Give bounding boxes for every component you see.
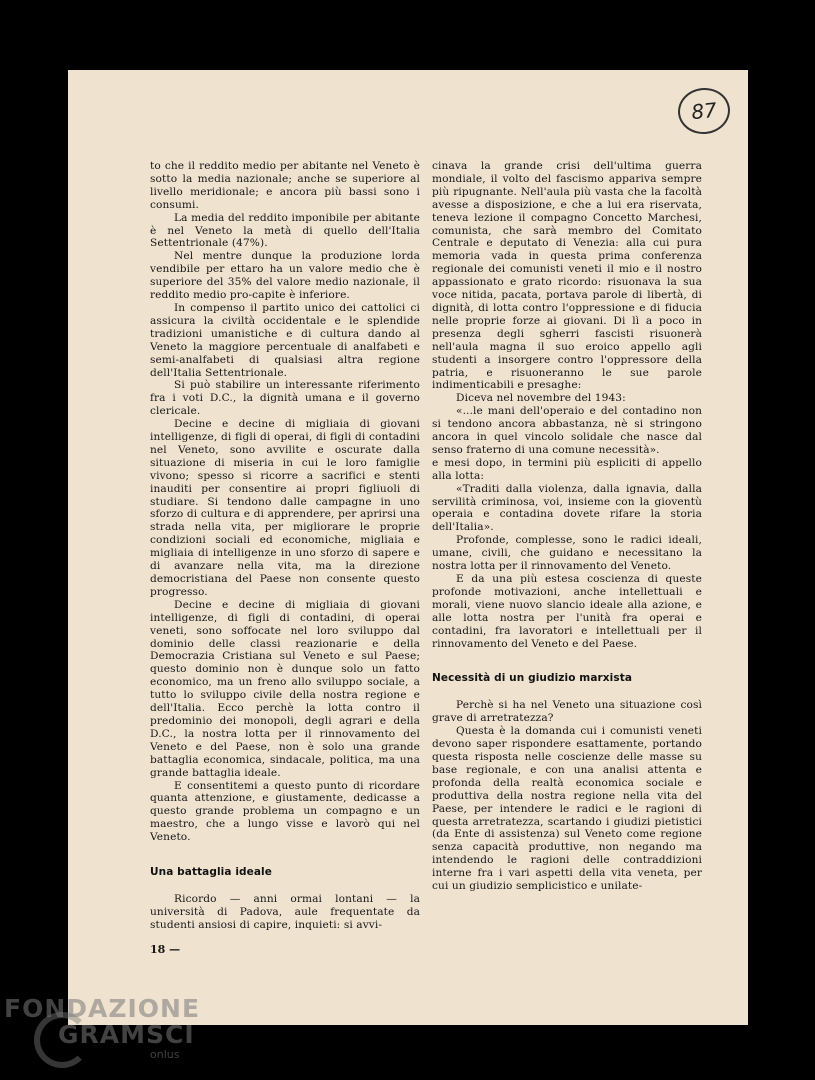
quote: «...le mani dell'operaio e del contadino non si tendono ancora abbastanza, nè si stringono ancora in quel vincolo solidale che nasce dal senso fraterno di una comune necessità». [432, 405, 702, 456]
paragraph: Decine e decine di migliaia di giovani intelligenze, di figli di operai, di figli di contadini nel Veneto, sono avvilite e oscurate dalla situazione di miseria in cui le loro famiglie vivono; spesso si ricorre a sacrifici e stenti inauditi per consentire ai propri figliuoli di studiare. Si tendono dalle campagne in uno sforzo di cultura e di apprendere, per aprirsi una strada nella vita, per migliorare le proprie condizioni sociali ed economiche, migliaia e migliaia di intelligenze in uno sforzo di sapere e di avanzare nella vita, ma la direzione democristiana del Paese non consente questo progresso. [150, 418, 420, 598]
watermark-line3: onlus [150, 1048, 180, 1061]
paragraph: In compenso il partito unico dei cattolici ci assicura la civiltà occidentale e le splendide tradizioni umanistiche e di cultura dando al Veneto la maggiore percentuale di analfabeti e semi-analfabeti di qualsiasi altra regione dell'Italia Settentrionale. [150, 301, 420, 379]
section-heading: Una battaglia ideale [150, 866, 272, 879]
paragraph: La media del reddito imponibile per abitante è nel Veneto la metà di quello dell'Italia Settentrionale (47%). [150, 211, 420, 250]
right-column [432, 160, 702, 893]
paragraph: E da una più estesa coscienza di queste profonde motivazioni, anche intellettuali e morali, viene nuovo slancio ideale alla azione, e alle lotta nostra per l'unità fra operai e contadini, fra lavoratori e intellettuali per il rinnovamento del Veneto e del Paese. [432, 573, 702, 650]
page-folio: 18 — [150, 943, 181, 956]
paragraph: to che il reddito medio per abitante nel Veneto è sotto la media nazionale; anche se superiore al livello meridionale; e ancora più bassi sono i consumi. [150, 160, 420, 211]
paragraph: cinava la grande crisi dell'ultima guerra mondiale, il volto del fascismo appariva sempre più ripugnante. Nell'aula più vasta che la facoltà avesse a disposizione, e che a lui era riservata, teneva lezione il compagno Concetto Marchesi, comunista, che sarà membro del Comitato Centrale e deputato di Venezia: alla cui pura memoria vada in questa prima conferenza regionale dei comunisti veneti il mio e il nostro appassionato e grato ricordo: risuonava la sua voce nitida, pacata, portava parole di libertà, di dignità, di lotta contro l'oppressione e di fiducia nelle proprie forze ai giovani. Di lì a poco in presenza degli sgherri fascisti risuonerà nell'aula magna il suo eroico appello agli studenti a insorgere contro l'oppressore della patria, e risuoneranno le sue parole indimenticabili e presaghe: [432, 160, 702, 392]
paragraph: E consentitemi a questo punto di ricordare quanta attenzione, e giustamente, dedicasse a questo grande problema un compagno e un maestro, che a lungo visse e lavorò qui nel Veneto. [150, 779, 420, 844]
paragraph: e mesi dopo, in termini più espliciti di appello alla lotta: [432, 456, 702, 482]
handwritten-page-number: 87 [676, 85, 733, 136]
left-column [150, 160, 420, 932]
paragraph: Questa è la domanda cui i comunisti veneti devono saper rispondere esattamente, portando questa risposta nelle coscienze delle masse su base regionale, e con una analisi attenta e profonda della realtà economica sociale e produttiva della nostra regione nella vita del Paese, per intendere le radici e le ragioni di questa arretratezza, scartando i giudizi pietistici (da Ente di assistenza) sul Veneto come regione senza capacità produttive, non negando ma intendendo le ragioni delle contraddizioni interne fra i vari aspetti della vita veneta, per cui un giudizio semplicistico e unilate- [432, 725, 702, 893]
watermark-logo [0, 990, 220, 1080]
paragraph: Diceva nel novembre del 1943: [456, 392, 626, 405]
paragraph: Ricordo — anni ormai lontani — la università di Padova, aule frequentate da studenti ansiosi di capire, inquieti: si avvi- [150, 892, 420, 931]
paragraph: Nel mentre dunque la produzione lorda vendibile per ettaro ha un valore medio che è superiore del 35% del valore medio nazionale, il reddito medio pro-capite è inferiore. [150, 250, 420, 302]
watermark-line1: FONDAZIONE [4, 994, 201, 1023]
paragraph: Profonde, complesse, sono le radici ideali, umane, civili, che guidano e necessitano la nostra lotta per il rinnovamento del Veneto. [432, 534, 702, 573]
quote: «Traditi dalla violenza, dalla ignavia, dalla servilità criminosa, voi, insieme con la gioventù operaia e contadina dovete rifare la storia dell'Italia». [432, 482, 702, 534]
section-heading: Necessità di un giudizio marxista [432, 672, 633, 685]
paragraph: Decine e decine di migliaia di giovani intelligenze, di figli di contadini, di operai veneti, sono soffocate nel loro sviluppo dal dominio delle classi reazionarie e della Democrazia Cristiana sul Veneto e sul Paese; questo dominio non è dunque solo un fatto economico, ma un freno allo sviluppo sociale, a tutto lo sviluppo civile della nostra regione e dell'Italia. Ecco perchè la lotta contro il predominio dei monopoli, degli agrari e della D.C., la nostra lotta per il rinnovamento del Veneto e del Paese, non è solo una grande battaglia economica, sindacale, politica, ma una grande battaglia ideale. [150, 598, 420, 779]
paragraph: Si può stabilire un interessante riferimento fra i voti D.C., la dignità umana e il governo clericale. [150, 379, 420, 418]
paragraph: Perchè si ha nel Veneto una situazione così grave di arretratezza? [432, 699, 702, 725]
watermark-line2: GRAMSCI [58, 1020, 195, 1049]
